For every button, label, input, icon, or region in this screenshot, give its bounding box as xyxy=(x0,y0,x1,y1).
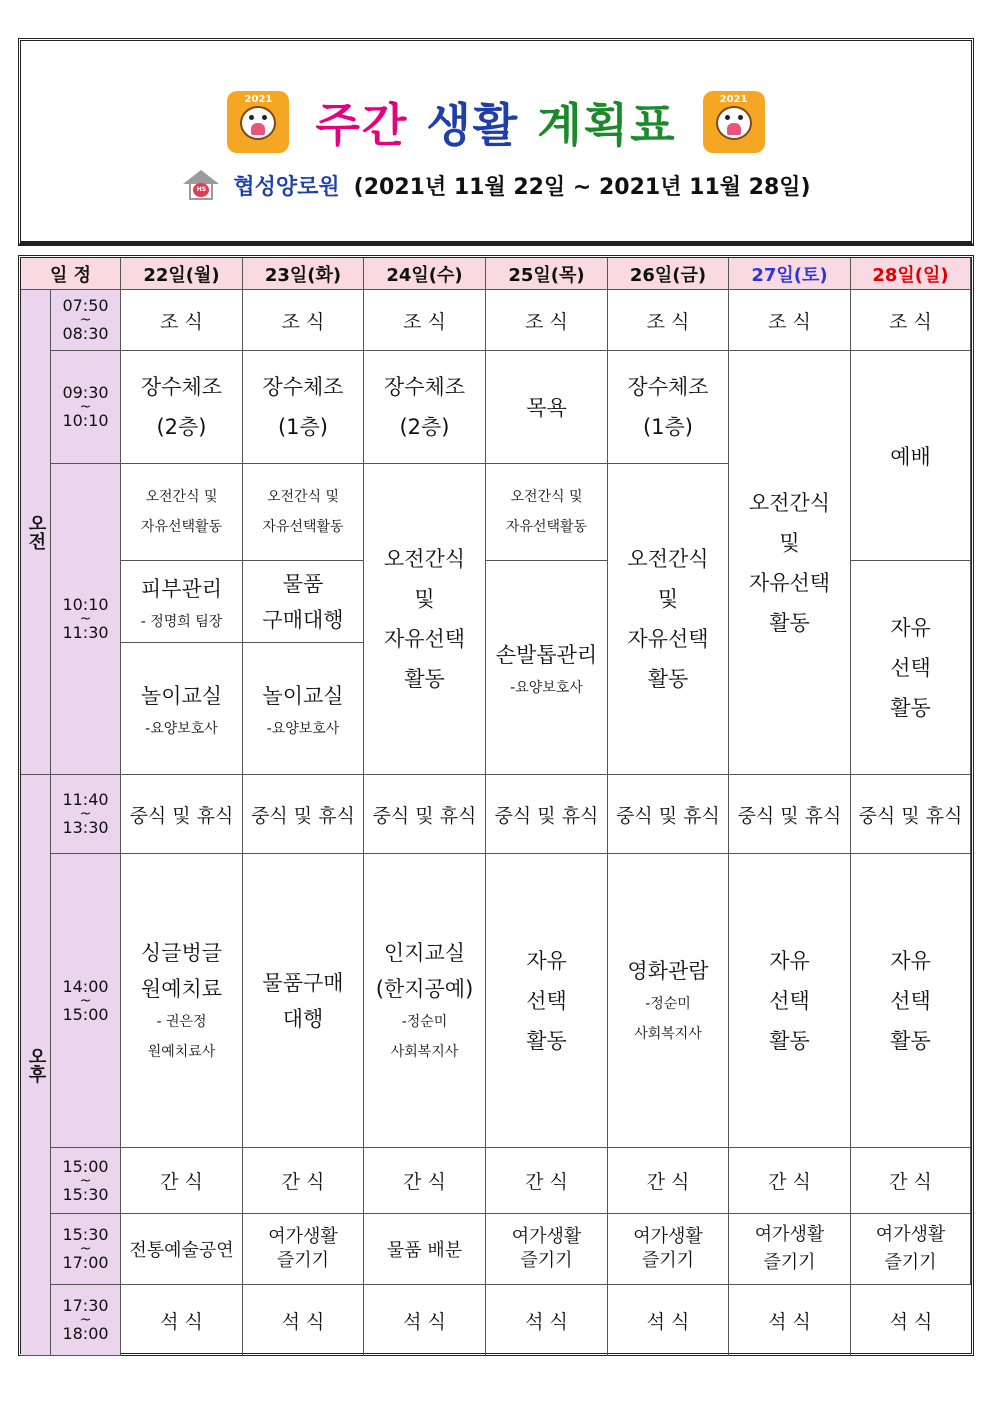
exercise-cell: 장수체조 (2층) xyxy=(364,351,486,464)
cow-mascot-icon xyxy=(227,91,289,153)
org-name: 협성양로원 xyxy=(233,174,340,200)
badge-year: 2021 xyxy=(719,94,748,105)
free-activity-cell: 자유 선택 활동 xyxy=(851,854,971,1148)
snack-cell: 간 식 xyxy=(851,1148,971,1214)
distribution-cell: 물품 배분 xyxy=(364,1214,486,1285)
time-cell: 09:30 ~ 10:10 xyxy=(51,351,121,464)
snack-free-cell: 오전간식 및 자유선택활동 xyxy=(486,464,608,561)
play-class-cell: 놀이교실 -요양보호사 xyxy=(243,643,364,775)
bath-cell: 목욕 xyxy=(486,351,608,464)
title-word-1: 주간 xyxy=(315,98,409,152)
free-activity-cell: 자유 선택 활동 xyxy=(486,854,608,1148)
header-box xyxy=(18,38,974,246)
dinner-cell: 석 식 xyxy=(889,1311,933,1333)
snack-free-cell: 오전간식 및 자유선택 활동 xyxy=(364,464,486,775)
lunch-cell: 중식 및 휴식 xyxy=(364,775,486,854)
leisure-cell: 여가생활 즐기기 xyxy=(729,1214,851,1285)
badge-year: 2021 xyxy=(244,94,273,105)
dinner-cell: 석 식 xyxy=(729,1285,851,1356)
time-cell: 15:00 ~ 15:30 xyxy=(51,1148,121,1214)
purchase-cell: 물품 구매대행 xyxy=(243,561,364,643)
pm-label-text: 오후 xyxy=(25,1047,47,1083)
snack-free-cell: 오전간식 및 자유선택 활동 xyxy=(729,351,851,775)
movie-cell: 영화관람 -정순미 사회복지사 xyxy=(608,854,729,1148)
snack-cell: 간 식 xyxy=(243,1148,364,1214)
breakfast-cell: 조 식 xyxy=(121,290,243,351)
house-logo-icon xyxy=(181,170,221,200)
play-class-cell: 놀이교실 -요양보호사 xyxy=(121,643,243,775)
breakfast-cell: 조 식 xyxy=(851,290,971,351)
leisure-cell: 여가생활 즐기기 xyxy=(608,1214,729,1285)
time-cell: 07:50 ~ 08:30 xyxy=(51,290,121,351)
day-header: 25일(목) xyxy=(486,258,608,290)
period-am-label xyxy=(21,290,51,775)
lunch-cell: 중식 및 휴식 xyxy=(851,775,971,854)
logo-text: HS xyxy=(193,183,209,197)
dinner-cell: 석 식 xyxy=(608,1285,729,1356)
lunch-cell: 중식 및 휴식 xyxy=(608,775,729,854)
title-word-3: 계획표 xyxy=(537,98,677,152)
day-header: 23일(화) xyxy=(243,258,364,290)
leisure-cell: 여가생활 즐기기 xyxy=(243,1214,364,1285)
time-cell: 11:40 ~ 13:30 xyxy=(51,775,121,854)
day-header: 26일(금) xyxy=(608,258,729,290)
breakfast-cell: 조 식 xyxy=(243,290,364,351)
skin-care-cell: 피부관리 - 정명희 팀장 xyxy=(121,561,243,643)
lunch-cell: 중식 및 휴식 xyxy=(121,775,243,854)
dinner-cell: 석 식 xyxy=(121,1285,243,1356)
horticulture-cell: 싱글벙글 원예치료 - 권은정 원예치료사 xyxy=(121,854,243,1148)
dinner-cell: 석 식 xyxy=(364,1285,486,1356)
schedule-table xyxy=(18,255,974,1356)
exercise-cell: 장수체조 (2층) xyxy=(121,351,243,464)
subtitle-row xyxy=(21,165,971,205)
title-word-2: 생활 xyxy=(426,98,520,152)
performance-cell: 전통예술공연 xyxy=(121,1214,243,1285)
leisure-cell: 여가생활 즐기기 xyxy=(851,1214,971,1285)
snack-free-cell: 오전간식 및 자유선택활동 xyxy=(243,464,364,561)
breakfast-cell: 조 식 xyxy=(608,290,729,351)
snack-free-cell: 오전간식 및 자유선택활동 xyxy=(121,464,243,561)
corner-label: 일 정 xyxy=(21,258,121,290)
snack-free-cell: 오전간식 및 자유선택 활동 xyxy=(608,464,729,775)
snack-cell: 간 식 xyxy=(729,1148,851,1214)
snack-cell: 간 식 xyxy=(121,1148,243,1214)
time-cell: 15:30 ~ 17:00 xyxy=(51,1214,121,1285)
breakfast-cell: 조 식 xyxy=(486,290,608,351)
cognitive-class-cell: 인지교실 (한지공예) -정순미 사회복지사 xyxy=(364,854,486,1148)
am-label-text: 오전 xyxy=(25,514,47,550)
period-pm-label xyxy=(21,775,51,1356)
lunch-cell: 중식 및 휴식 xyxy=(243,775,364,854)
day-header-sunday: 28일(일) xyxy=(851,258,971,290)
exercise-cell: 장수체조 (1층) xyxy=(243,351,364,464)
day-header-saturday: 27일(토) xyxy=(729,258,851,290)
day-header: 22일(월) xyxy=(121,258,243,290)
free-activity-cell: 자유 선택 활동 xyxy=(851,561,971,775)
period: (2021년 11월 22일 ~ 2021년 11월 28일) xyxy=(353,174,811,200)
time-cell: 14:00 ~ 15:00 xyxy=(51,854,121,1148)
breakfast-cell: 조 식 xyxy=(729,290,851,351)
leisure-cell: 여가생활 즐기기 xyxy=(486,1214,608,1285)
time-cell: 17:30 ~ 18:00 xyxy=(51,1285,121,1356)
snack-cell: 간 식 xyxy=(364,1148,486,1214)
breakfast-cell: 조 식 xyxy=(364,290,486,351)
worship-cell: 예배 xyxy=(851,351,971,561)
cow-mascot-icon xyxy=(703,91,765,153)
snack-cell: 간 식 xyxy=(608,1148,729,1214)
dinner-cell: 석 식 xyxy=(486,1285,608,1356)
lunch-cell: 중식 및 휴식 xyxy=(729,775,851,854)
page-title xyxy=(315,89,676,155)
lunch-cell: 중식 및 휴식 xyxy=(486,775,608,854)
purchase-cell: 물품구매 대행 xyxy=(243,854,364,1148)
time-cell: 10:10 ~ 11:30 xyxy=(51,464,121,775)
exercise-cell: 장수체조 (1층) xyxy=(608,351,729,464)
dinner-cell: 석 식 xyxy=(243,1285,364,1356)
free-activity-cell: 자유 선택 활동 xyxy=(729,854,851,1148)
snack-cell: 간 식 xyxy=(486,1148,608,1214)
title-row xyxy=(21,87,971,157)
day-header: 24일(수) xyxy=(364,258,486,290)
nail-care-cell: 손발톱관리 -요양보호사 xyxy=(486,561,608,775)
